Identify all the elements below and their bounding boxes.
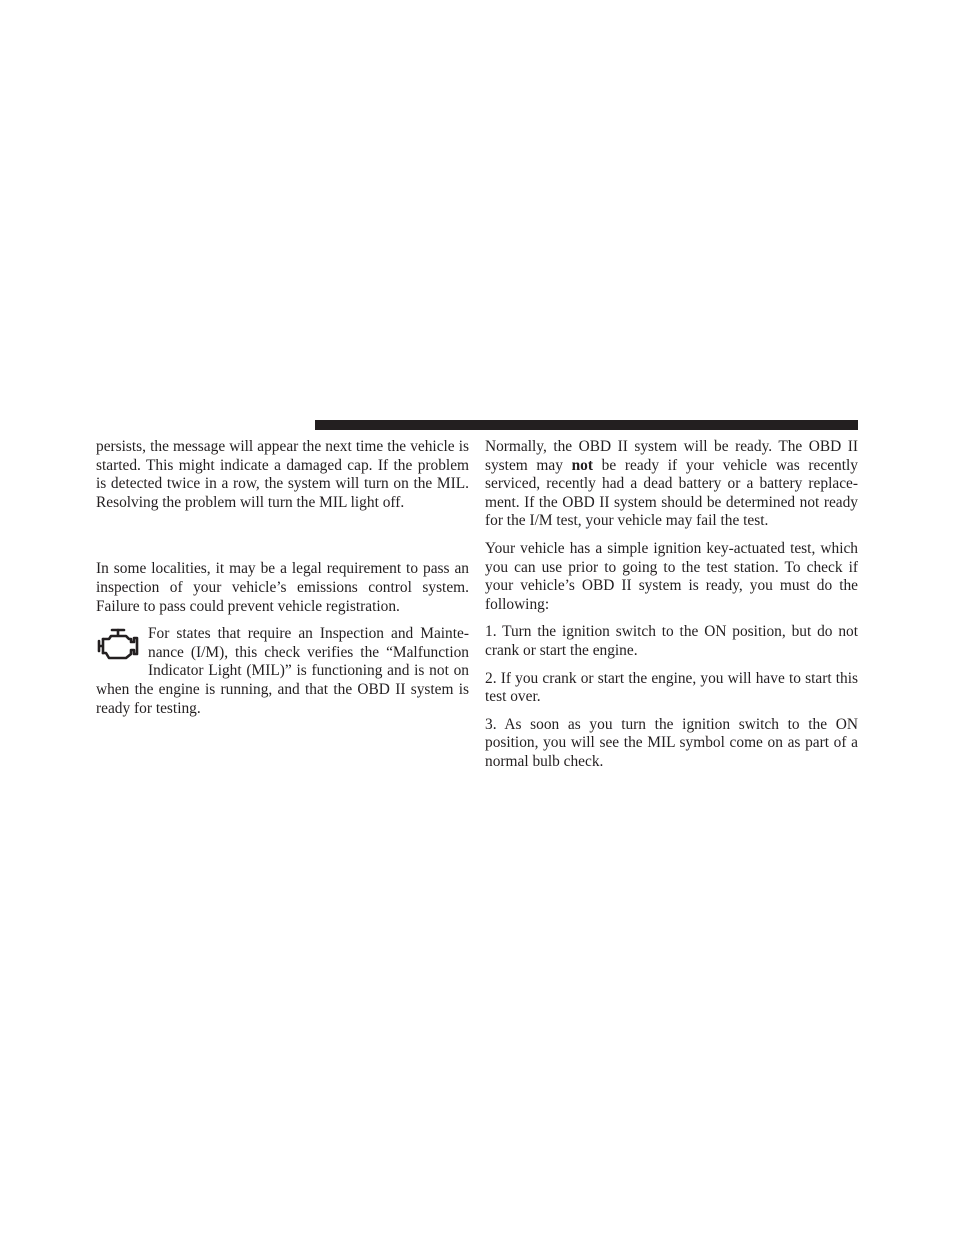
paragraph-obd-ready-start: Normally, the OBD II system will be ready. The OBD II system may [485,438,858,474]
step-3: 3. As soon as you turn the ignition switch to the ON position, you will see the MIL symbol come on as part of a normal bulb check. [485,715,858,770]
section-header-bar [315,420,858,430]
left-column [96,438,469,718]
paragraph-localities: In some localities, it may be a legal requirement to pass an inspection of your vehicle’s emissions control system. Failure to pass could prevent vehicle registration. [96,560,469,615]
paragraph-inspection-text: For states that require an Inspection and Maintenance (I/M), this check verifies the “Malfunction Indicator Light (MIL)” is functioning and is not on when the engine is running, and that the OBD II system is ready for testing. [96,625,469,717]
step-1: 1. Turn the ignition switch to the ON position, but do not crank or start the engine. [485,623,858,659]
paragraph-obd-ready [485,438,858,531]
paragraph-obd-ready-end: be ready if your vehicle was recently serviced, recently had a dead battery or a battery replacement. If the OBD II system should be determined not ready for the I/M test, your vehicle may fail the test. [485,456,858,530]
paragraph-inspection [96,625,469,718]
paragraph-gas-cap: persists, the message will appear the next time the vehicle is started. This might indicate a damaged cap. If the problem is detected twice in a row, the system will turn on the MIL. Resolving the problem will turn the MIL light off. [96,438,469,511]
paragraph-key-test: Your vehicle has a simple ignition key-actuated test, which you can use prior to going to the test station. To check if your vehicle’s OBD II system is ready, you must do the following: [485,539,858,613]
emphasis-not: not [571,456,593,474]
check-engine-icon [96,627,140,661]
right-column [485,438,858,772]
step-2: 2. If you crank or start the engine, you will have to start this test over. [485,669,858,706]
